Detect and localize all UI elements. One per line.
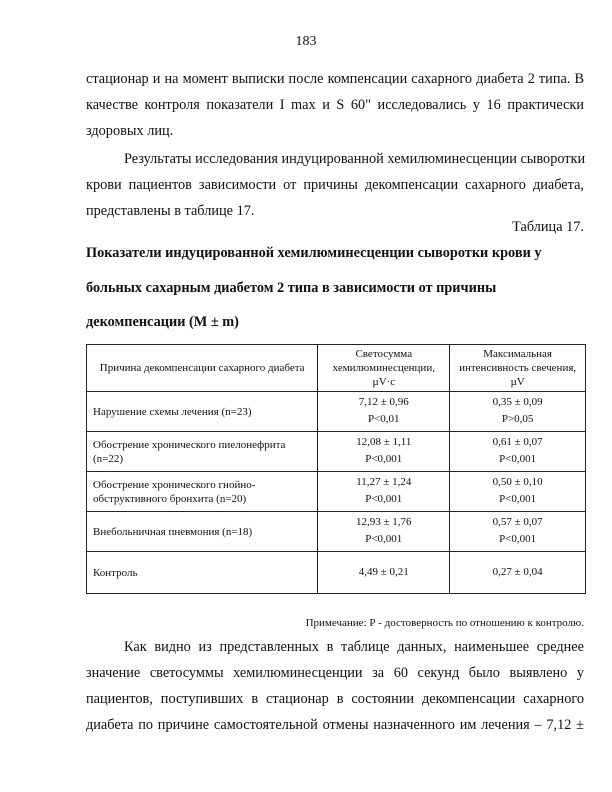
header-light-sum: Светосумма хемилюминесценции, µV·с xyxy=(318,345,450,392)
table-row xyxy=(87,432,586,472)
cell-light-sum: 4,49 ± 0,21 xyxy=(318,552,450,594)
page-number: 183 xyxy=(295,34,317,49)
table-row xyxy=(87,392,586,432)
text-line: Результаты исследования индуцированной хемилюминесценции сыворотки xyxy=(124,151,586,167)
cell-cause: Внебольничная пневмония (n=18) xyxy=(87,512,318,552)
text-line: представлены в таблице 17. xyxy=(86,203,255,219)
cell-cause: Нарушение схемы лечения (n=23) xyxy=(87,392,318,432)
cell-light-sum: 12,93 ± 1,76 P<0,001 xyxy=(318,512,450,552)
table-note: Примечание: Р - достоверность по отношению к контролю. xyxy=(305,617,584,629)
text-line: здоровых лиц. xyxy=(86,123,174,139)
table-caption-line: больных сахарным диабетом 2 типа в зависимости от причины xyxy=(86,280,497,296)
cell-max-intensity: 0,27 ± 0,04 xyxy=(450,552,586,594)
cell-cause: Обострение хронического гнойно-обструктивного бронхита (n=20) xyxy=(87,472,318,512)
cell-max-intensity: 0,35 ± 0,09 P>0,05 xyxy=(450,392,586,432)
text-line: стационар и на момент выписки после компенсации сахарного диабета 2 типа. В xyxy=(86,71,584,87)
table-row-control xyxy=(87,552,586,594)
table-caption-line: декомпенсации (М ± m) xyxy=(86,314,239,330)
header-cause: Причина декомпенсации сахарного диабета xyxy=(87,345,318,392)
text-line: Как видно из представленных в таблице данных, наименьшее среднее xyxy=(124,639,584,655)
text-line: пациентов, поступивших в стационар в состоянии декомпенсации сахарного xyxy=(86,691,584,707)
table-header-row xyxy=(87,345,586,392)
cell-max-intensity: 0,61 ± 0,07 P<0,001 xyxy=(450,432,586,472)
text-line: крови пациентов зависимости от причины декомпенсации сахарного диабета, xyxy=(86,177,584,193)
header-max-intensity: Максимальная интенсивность свечения, µV xyxy=(450,345,586,392)
paragraph-discussion xyxy=(86,634,584,738)
text-line: значение светосуммы хемилюминесценции за 60 секунд было выявлено у xyxy=(86,665,584,681)
cell-cause: Контроль xyxy=(87,552,318,594)
cell-light-sum: 11,27 ± 1,24 P<0,001 xyxy=(318,472,450,512)
table-caption-line: Показатели индуцированной хемилюминесценции сыворотки крови у xyxy=(86,245,542,261)
results-table xyxy=(86,344,586,594)
table-row xyxy=(87,512,586,552)
cell-light-sum: 7,12 ± 0,96 P<0,01 xyxy=(318,392,450,432)
table-row xyxy=(87,472,586,512)
cell-light-sum: 12,08 ± 1,11 P<0,001 xyxy=(318,432,450,472)
table-label: Таблица 17. xyxy=(512,219,584,235)
paragraph-intro xyxy=(86,66,584,144)
cell-cause: Обострение хронического пиелонефрита (n=22) xyxy=(87,432,318,472)
text-line: качестве контроля показатели I max и S 60" исследовались у 16 практически xyxy=(86,97,584,113)
paragraph-results xyxy=(86,146,584,224)
cell-max-intensity: 0,50 ± 0,10 P<0,001 xyxy=(450,472,586,512)
text-line: диабета по причине самостоятельной отмены назначенного им лечения – 7,12 ± xyxy=(86,717,584,733)
cell-max-intensity: 0,57 ± 0,07 P<0,001 xyxy=(450,512,586,552)
